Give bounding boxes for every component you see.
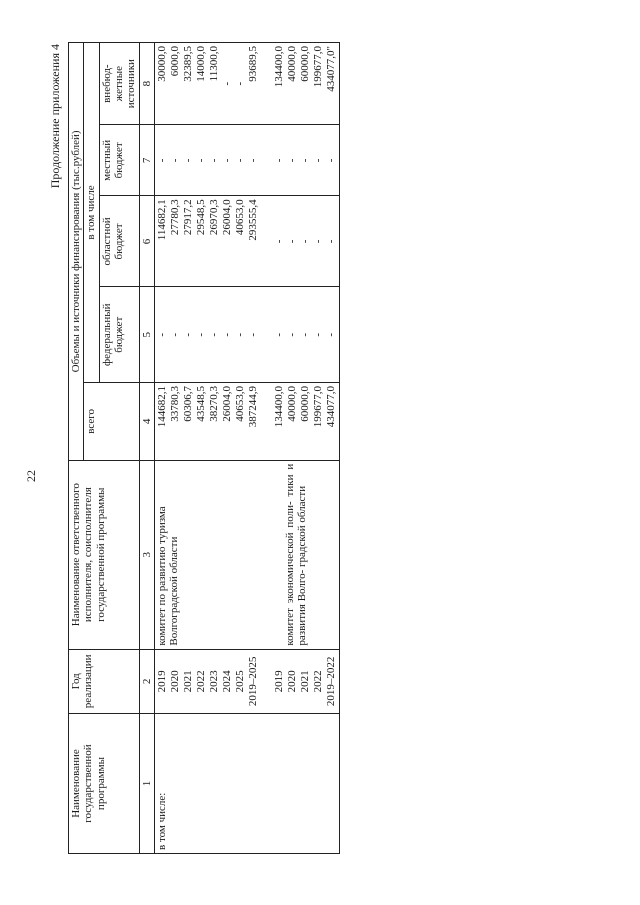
total-cell: 33780,3 <box>168 386 181 422</box>
appendix-continuation-title: Продолжение приложения 4 <box>48 44 62 189</box>
federal-cell: - <box>298 332 311 337</box>
federal-column <box>154 287 339 383</box>
year-cell: 2021 <box>181 670 194 693</box>
total-cell: 40000,0 <box>285 386 298 422</box>
total-cell: 43548,5 <box>194 386 207 422</box>
local-cell: - <box>220 158 233 163</box>
offbudget-cell: - <box>233 81 246 86</box>
header-offbudget: внебюд- жетные источники <box>99 43 139 125</box>
year-cell: 2019–2022 <box>324 656 337 707</box>
local-cell: - <box>298 158 311 163</box>
local-column <box>154 125 339 196</box>
offbudget-cell: 434077,0" <box>324 46 337 92</box>
year-cell: 2024 <box>220 670 233 693</box>
offbudget-cell: 32389,5 <box>181 46 194 82</box>
year-cell: 2022 <box>311 670 324 693</box>
local-cell: - <box>285 158 298 163</box>
federal-cell: - <box>285 332 298 337</box>
federal-cell: - <box>220 332 233 337</box>
program-label: в том числе: <box>155 792 168 850</box>
column-number: 7 <box>139 125 154 196</box>
column-number: 5 <box>139 287 154 383</box>
regional-cell: 293555,4 <box>246 199 259 241</box>
header-including: в том числе <box>84 43 99 383</box>
year-cell: 2020 <box>285 670 298 693</box>
regional-cell: - <box>285 239 298 244</box>
regional-cell: 27917,2 <box>181 199 194 236</box>
header-executor: Наименование ответственного исполнителя, соисполнителя государственной программы <box>69 460 140 649</box>
header-local: местный бюджет <box>99 125 139 196</box>
federal-cell: - <box>155 332 168 337</box>
year-cell: 2019 <box>155 670 168 693</box>
regional-column <box>154 196 339 287</box>
federal-cell: - <box>233 332 246 337</box>
header-funding: Объемы и источники финансирования (тыс.рублей) <box>69 43 84 461</box>
regional-cell: 27780,3 <box>168 199 181 236</box>
executor-column <box>154 460 339 649</box>
column-number-row <box>139 43 154 854</box>
column-number: 1 <box>139 714 154 854</box>
local-cell: - <box>311 158 324 163</box>
total-cell: 199677,0 <box>311 386 324 428</box>
column-number: 8 <box>139 43 154 125</box>
year-cell: 2019–2025 <box>246 656 259 707</box>
federal-cell: - <box>207 332 220 337</box>
offbudget-cell: 30000,0 <box>155 46 168 82</box>
total-cell: 60000,0 <box>298 386 311 422</box>
local-cell: - <box>181 158 194 163</box>
offbudget-cell: 199677,0 <box>311 46 324 88</box>
column-number: 6 <box>139 196 154 287</box>
total-cell: 387244,9 <box>246 386 259 428</box>
total-cell: 434077,0 <box>324 386 337 428</box>
local-cell: - <box>194 158 207 163</box>
federal-cell: - <box>324 332 337 337</box>
total-cell: 144682,1 <box>155 386 168 428</box>
federal-cell: - <box>272 332 285 337</box>
column-number: 2 <box>139 649 154 713</box>
total-cell: 60306,7 <box>181 386 194 422</box>
rotated-sheet <box>20 0 620 880</box>
regional-cell: 26970,3 <box>207 199 220 236</box>
year-cell: 2020 <box>168 670 181 693</box>
executor-tourism: комитет по развитию туризма Волгоградской области <box>155 506 181 646</box>
offbudget-cell: 40000,0 <box>285 46 298 82</box>
local-cell: - <box>168 158 181 163</box>
regional-cell: 29548,5 <box>194 199 207 236</box>
page-number: 22 <box>24 470 38 482</box>
executor-economic-policy: комитет экономической поли- тики и развития Волго- градской области <box>283 463 309 646</box>
regional-cell: 26004,0 <box>220 199 233 236</box>
year-cell: 2021 <box>298 670 311 693</box>
offbudget-cell: 14000,0 <box>194 46 207 82</box>
header-federal: федеральный бюджет <box>99 287 139 383</box>
year-cell: 2022 <box>194 670 207 693</box>
offbudget-cell: 134400,0 <box>272 46 285 88</box>
funding-table <box>68 42 340 854</box>
regional-cell: 40653,0 <box>233 199 246 236</box>
offbudget-cell: 93689,5 <box>246 46 259 82</box>
total-column <box>154 383 339 461</box>
offbudget-column <box>154 43 339 125</box>
year-column <box>154 649 339 713</box>
column-number: 3 <box>139 460 154 649</box>
program-cell <box>154 714 339 854</box>
regional-cell: - <box>298 239 311 244</box>
local-cell: - <box>233 158 246 163</box>
total-cell: 26004,0 <box>220 386 233 422</box>
header-year: Год реализации <box>69 649 140 713</box>
year-cell: 2019 <box>272 670 285 693</box>
offbudget-cell: 6000,0 <box>168 46 181 77</box>
federal-cell: - <box>246 332 259 337</box>
regional-cell: - <box>311 239 324 244</box>
year-cell: 2025 <box>233 670 246 693</box>
local-cell: - <box>272 158 285 163</box>
table-body-row <box>154 43 339 854</box>
regional-cell: - <box>272 239 285 244</box>
local-cell: - <box>246 158 259 163</box>
total-cell: 38270,3 <box>207 386 220 422</box>
regional-cell: - <box>324 239 337 244</box>
header-total: всего <box>84 383 139 461</box>
total-cell: 40653,0 <box>233 386 246 422</box>
regional-cell: 114682,1 <box>155 199 168 241</box>
federal-cell: - <box>194 332 207 337</box>
offbudget-cell: - <box>220 81 233 86</box>
header-program-name: Наименование государственной программы <box>69 714 140 854</box>
local-cell: - <box>155 158 168 163</box>
local-cell: - <box>207 158 220 163</box>
offbudget-cell: 11300,0 <box>207 46 220 82</box>
local-cell: - <box>324 158 337 163</box>
federal-cell: - <box>311 332 324 337</box>
offbudget-cell: 60000,0 <box>298 46 311 82</box>
header-regional: областной бюджет <box>99 196 139 287</box>
federal-cell: - <box>181 332 194 337</box>
federal-cell: - <box>168 332 181 337</box>
total-cell: 134400,0 <box>272 386 285 428</box>
column-number: 4 <box>139 383 154 461</box>
year-cell: 2023 <box>207 670 220 693</box>
